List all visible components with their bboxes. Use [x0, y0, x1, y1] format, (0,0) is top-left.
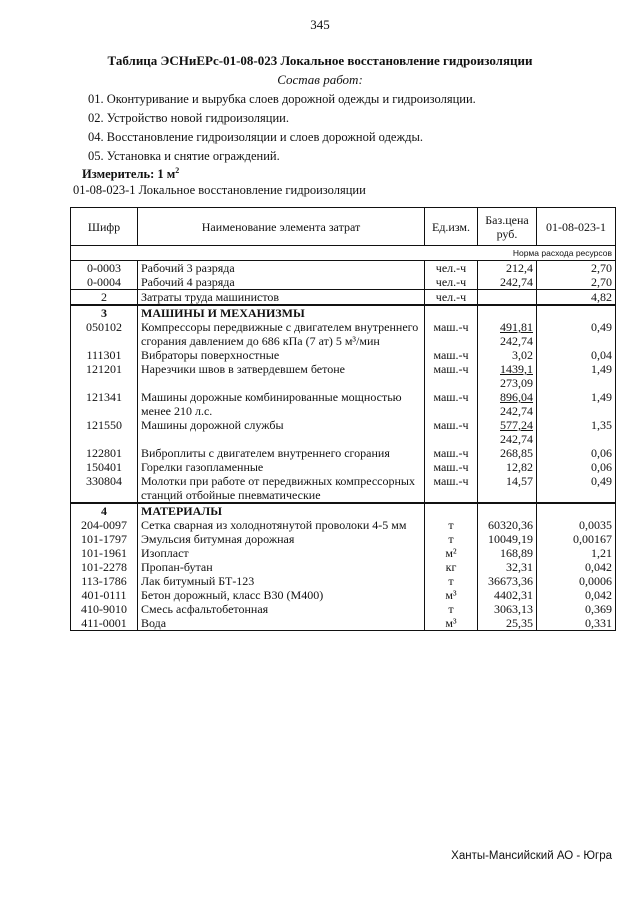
- price-value: 168,89: [500, 546, 533, 560]
- table-row: [71, 261, 616, 276]
- price-secondary: 242,74: [500, 334, 533, 348]
- price-value: 14,57: [506, 474, 533, 488]
- price-value: 10049,19: [488, 532, 533, 546]
- cell-code: 401-0111: [71, 588, 138, 602]
- measure-label: Измеритель: 1 м: [82, 167, 176, 182]
- cell-code: 101-1797: [71, 532, 138, 546]
- code-line: 01-08-023-1 Локальное восстановление гидроизоляции: [73, 183, 366, 197]
- works-list: [88, 90, 476, 166]
- cell-code: 2: [71, 290, 138, 306]
- cell-code: 111301: [71, 348, 138, 362]
- table-row: [71, 546, 616, 560]
- cell-price: [478, 275, 537, 290]
- cell-norm: 0,06: [537, 460, 616, 474]
- price-secondary: 273,09: [500, 376, 533, 390]
- cell-code: 204-0097: [71, 518, 138, 532]
- cell-norm: 0,00167: [537, 532, 616, 546]
- cell-norm: 2,70: [537, 275, 616, 290]
- cell-norm: 4,82: [537, 290, 616, 306]
- cell-norm: 1,21: [537, 546, 616, 560]
- table-row: [71, 275, 616, 290]
- measure-unit: [82, 166, 179, 182]
- cell-code: 101-2278: [71, 560, 138, 574]
- cell-price: [478, 348, 537, 362]
- cell-price: [478, 602, 537, 616]
- cell-name: Смесь асфальтобетонная: [138, 602, 425, 616]
- price-value: 3,02: [512, 348, 533, 362]
- table-row: [71, 602, 616, 616]
- table-row: [71, 362, 616, 390]
- cell-name: Нарезчики швов в затвердевшем бетоне: [138, 362, 425, 390]
- cell-code: 150401: [71, 460, 138, 474]
- norm-row-label: Норма расхода ресурсов: [71, 246, 616, 261]
- cell-norm: 0,331: [537, 616, 616, 631]
- price-value: 212,4: [506, 261, 533, 275]
- cell-norm: 0,0035: [537, 518, 616, 532]
- cell-norm: 1,49: [537, 362, 616, 390]
- cell-unit: т: [425, 602, 478, 616]
- cell-norm: 0,49: [537, 320, 616, 348]
- cell-code: 0-0004: [71, 275, 138, 290]
- norm-row: [71, 246, 616, 261]
- cell-price: [478, 362, 537, 390]
- table-row: [71, 460, 616, 474]
- table-row: [71, 418, 616, 446]
- cell-unit: т: [425, 518, 478, 532]
- cell-name: Бетон дорожный, класс В30 (М400): [138, 588, 425, 602]
- cell-name: Изопласт: [138, 546, 425, 560]
- header-code: Шифр: [71, 208, 138, 246]
- cell-norm: 0,369: [537, 602, 616, 616]
- cell-norm: 1,35: [537, 418, 616, 446]
- cell-code: 121550: [71, 418, 138, 446]
- cell-norm: 0,06: [537, 446, 616, 460]
- cell-norm: [537, 503, 616, 518]
- cell-norm: 0,49: [537, 474, 616, 503]
- cell-name: Затраты труда машинистов: [138, 290, 425, 306]
- header-price: Баз.цена руб.: [478, 208, 537, 246]
- cell-name: Виброплиты с двигателем внутреннего сгорания: [138, 446, 425, 460]
- cell-unit: м³: [425, 588, 478, 602]
- cell-name: Рабочий 4 разряда: [138, 275, 425, 290]
- table-row: [71, 532, 616, 546]
- cell-unit: маш.-ч: [425, 390, 478, 418]
- price-value: 3063,13: [494, 602, 533, 616]
- cell-name: Эмульсия битумная дорожная: [138, 532, 425, 546]
- cell-name: Горелки газопламенные: [138, 460, 425, 474]
- works-title: Состав работ:: [277, 72, 363, 87]
- price-value: 60320,36: [488, 518, 533, 532]
- table-row: [71, 446, 616, 460]
- price-value: 4402,31: [494, 588, 533, 602]
- cell-name: Компрессоры передвижные с двигателем внутреннего сгорания давлением до 686 кПа (7 ат) 5 м³/мин: [138, 320, 425, 348]
- cell-price: [478, 474, 537, 503]
- cell-price: [478, 532, 537, 546]
- cell-name: Машины дорожной службы: [138, 418, 425, 446]
- cell-code: 113-1786: [71, 574, 138, 588]
- cell-price: [478, 503, 537, 518]
- header-unit: Ед.изм.: [425, 208, 478, 246]
- cell-norm: 0,042: [537, 588, 616, 602]
- section-header-row: [71, 305, 616, 320]
- price-value: 1439,1: [500, 362, 533, 376]
- cell-unit: чел.-ч: [425, 290, 478, 306]
- cell-price: [478, 616, 537, 631]
- price-value: 32,31: [506, 560, 533, 574]
- cell-norm: [537, 305, 616, 320]
- price-value: 491,81: [500, 320, 533, 334]
- cell-price: [478, 588, 537, 602]
- cell-price: [478, 320, 537, 348]
- footer: Ханты-Мансийский АО - Югра: [451, 850, 612, 862]
- cell-unit: [425, 305, 478, 320]
- price-value: 577,24: [500, 418, 533, 432]
- work-item: 01. Оконтуривание и вырубка слоев дорожной одежды и гидроизоляции.: [88, 92, 476, 106]
- cell-price: [478, 574, 537, 588]
- table-row: [71, 348, 616, 362]
- table-header: [71, 208, 616, 246]
- table-row: [71, 616, 616, 631]
- cell-price: [478, 460, 537, 474]
- cell-unit: чел.-ч: [425, 261, 478, 276]
- price-value: 896,04: [500, 390, 533, 404]
- work-item: 05. Установка и снятие ограждений.: [88, 149, 280, 163]
- cell-code: 411-0001: [71, 616, 138, 631]
- cell-name: МАТЕРИАЛЫ: [138, 503, 425, 518]
- cell-name: Лак битумный БТ-123: [138, 574, 425, 588]
- cell-code: 4: [71, 503, 138, 518]
- cell-code: 121201: [71, 362, 138, 390]
- cell-unit: м²: [425, 546, 478, 560]
- cell-name: Машины дорожные комбинированные мощностью менее 210 л.с.: [138, 390, 425, 418]
- cell-name: Молотки при работе от передвижных компрессорных станций отбойные пневматические: [138, 474, 425, 503]
- price-secondary: 242,74: [500, 404, 533, 418]
- work-item: 02. Устройство новой гидроизоляции.: [88, 111, 289, 125]
- table-title: Таблица ЭСНиЕРс-01-08-023 Локальное восстановление гидроизоляции: [107, 53, 533, 68]
- cell-code: 410-9010: [71, 602, 138, 616]
- cell-unit: маш.-ч: [425, 362, 478, 390]
- cell-code: 330804: [71, 474, 138, 503]
- cell-price: [478, 390, 537, 418]
- cell-unit: чел.-ч: [425, 275, 478, 290]
- cell-norm: 0,0006: [537, 574, 616, 588]
- cell-price: [478, 261, 537, 276]
- cell-code: 101-1961: [71, 546, 138, 560]
- cell-price: [478, 446, 537, 460]
- cell-unit: [425, 503, 478, 518]
- cell-price: [478, 560, 537, 574]
- cell-code: 122801: [71, 446, 138, 460]
- cell-unit: маш.-ч: [425, 460, 478, 474]
- table-row: [71, 574, 616, 588]
- price-value: 25,35: [506, 616, 533, 630]
- header-norm: 01-08-023-1: [537, 208, 616, 246]
- cell-unit: маш.-ч: [425, 320, 478, 348]
- cell-norm: 0,042: [537, 560, 616, 574]
- page-number: 345: [310, 17, 330, 32]
- price-value: 242,74: [500, 275, 533, 289]
- header-name: Наименование элемента затрат: [138, 208, 425, 246]
- cell-price: [478, 546, 537, 560]
- cell-name: Рабочий 3 разряда: [138, 261, 425, 276]
- cell-price: [478, 290, 537, 306]
- table-row: [71, 560, 616, 574]
- cell-name: Вода: [138, 616, 425, 631]
- measure-sup: 2: [175, 166, 180, 175]
- work-item: 04. Восстановление гидроизоляции и слоев дорожной одежды.: [88, 130, 424, 144]
- cell-name: МАШИНЫ И МЕХАНИЗМЫ: [138, 305, 425, 320]
- cell-price: [478, 518, 537, 532]
- cell-name: Вибраторы поверхностные: [138, 348, 425, 362]
- table-row: [71, 320, 616, 348]
- table-row: [71, 390, 616, 418]
- table-row: [71, 290, 616, 306]
- resource-table: [70, 207, 616, 631]
- table-row: [71, 474, 616, 503]
- cell-code: 121341: [71, 390, 138, 418]
- cell-norm: 1,49: [537, 390, 616, 418]
- cell-code: 0-0003: [71, 261, 138, 276]
- cell-unit: т: [425, 574, 478, 588]
- cell-unit: кг: [425, 560, 478, 574]
- cell-norm: 0,04: [537, 348, 616, 362]
- cell-unit: м³: [425, 616, 478, 631]
- table-row: [71, 588, 616, 602]
- cell-unit: маш.-ч: [425, 446, 478, 460]
- cell-unit: т: [425, 532, 478, 546]
- price-value: 268,85: [500, 446, 533, 460]
- price-secondary: 242,74: [500, 432, 533, 446]
- cell-name: Пропан-бутан: [138, 560, 425, 574]
- cell-code: 3: [71, 305, 138, 320]
- table-row: [71, 518, 616, 532]
- cell-unit: маш.-ч: [425, 418, 478, 446]
- price-value: 36673,36: [488, 574, 533, 588]
- table-body: [71, 246, 616, 631]
- cell-unit: маш.-ч: [425, 348, 478, 362]
- cell-unit: маш.-ч: [425, 474, 478, 503]
- cell-price: [478, 305, 537, 320]
- section-header-row: [71, 503, 616, 518]
- cell-name: Сетка сварная из холоднотянутой проволоки 4-5 мм: [138, 518, 425, 532]
- price-value: 12,82: [506, 460, 533, 474]
- cell-price: [478, 418, 537, 446]
- cell-norm: 2,70: [537, 261, 616, 276]
- cell-code: 050102: [71, 320, 138, 348]
